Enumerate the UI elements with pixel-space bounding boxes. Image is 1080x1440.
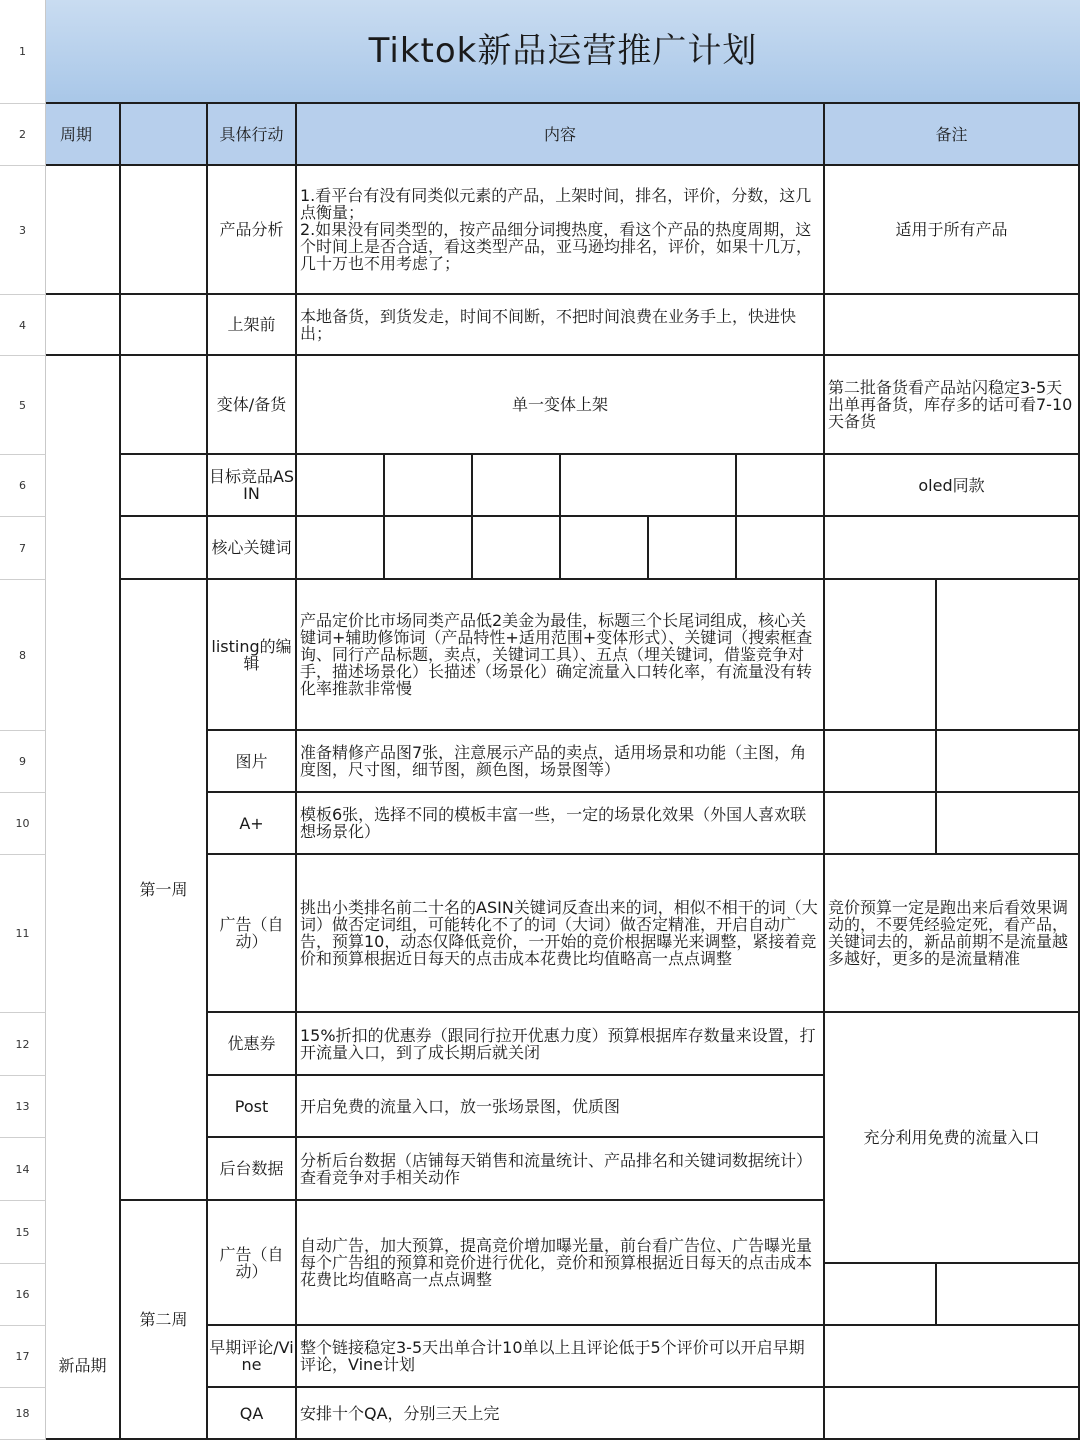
- row-number[interactable]: 4: [0, 295, 46, 356]
- period-week1[interactable]: 第一周: [121, 580, 208, 1201]
- content-early-review[interactable]: 整个链接稳定3-5天出单合计10单以上且评论低于5个评价可以开启早期评论，Vine计划: [297, 1326, 825, 1388]
- action-images[interactable]: 图片: [208, 731, 297, 793]
- period-week2[interactable]: 第二周: [121, 1201, 208, 1440]
- action-product-analysis[interactable]: 产品分析: [208, 166, 297, 295]
- week-cell[interactable]: [121, 166, 208, 295]
- row-number[interactable]: 5: [0, 356, 46, 455]
- note-free-traffic[interactable]: 充分利用免费的流量入口: [825, 1013, 1080, 1264]
- content-product-analysis[interactable]: [297, 166, 825, 295]
- row-number[interactable]: 2: [0, 104, 46, 166]
- action-early-review[interactable]: 早期评论/Vine: [208, 1326, 297, 1388]
- content-variant-stock[interactable]: 单一变体上架: [297, 356, 825, 455]
- header-period[interactable]: 周期: [46, 104, 121, 166]
- keyword-cell[interactable]: [297, 517, 385, 580]
- note-cell[interactable]: [825, 1326, 1080, 1388]
- action-post[interactable]: Post: [208, 1076, 297, 1138]
- content-product-analysis-text: 1.看平台有没有同类似元素的产品，上架时间，排名，评价，分数，这几点衡量； 2.如果没有同类型的，按产品细分词搜热度，看这个产品的热度周期，这个时间上是否合适，看这类型产品，亚马逊均排名，评价，如果十几万，几十万也不用考虑了；: [300, 186, 813, 273]
- note-target-asin[interactable]: oled同款: [825, 455, 1080, 517]
- note-core-keywords[interactable]: [825, 517, 1080, 580]
- row-number[interactable]: 8: [0, 580, 46, 731]
- note-cell[interactable]: [825, 580, 937, 731]
- note-cell[interactable]: [825, 1388, 1080, 1440]
- keyword-cell[interactable]: [385, 517, 473, 580]
- note-cell[interactable]: [937, 1264, 1080, 1326]
- row-number[interactable]: 13: [0, 1076, 46, 1138]
- note-cell[interactable]: [825, 1264, 937, 1326]
- row-number[interactable]: 7: [0, 517, 46, 580]
- week-cell[interactable]: [121, 517, 208, 580]
- asin-cell[interactable]: [737, 455, 825, 517]
- header-blank[interactable]: [121, 104, 208, 166]
- row-number[interactable]: 10: [0, 793, 46, 855]
- note-pre-listing[interactable]: [825, 295, 1080, 356]
- note-variant-stock[interactable]: 第二批备货看产品站闪稳定3-5天出单再备货，库存多的话可看7-10天备货: [825, 356, 1080, 455]
- week-cell[interactable]: [121, 455, 208, 517]
- content-ads-auto-week1[interactable]: 挑出小类排名前二十名的ASIN关键词反查出来的词，相似不相干的词（大词）做否定词组，可能转化不了的词（大词）做否定精准，开启自动广告，预算10，动态仅降低竞价，一开始的竞价根据曝光来调整，紧接着竞价和预算根据近日每天的点击成本花费比均值略高一点点调整: [297, 855, 825, 1013]
- period-new-product-label: 新品期: [58, 1356, 107, 1375]
- row-number[interactable]: 6: [0, 455, 46, 517]
- keyword-cell[interactable]: [561, 517, 649, 580]
- note-cell[interactable]: [825, 731, 937, 793]
- note-cell[interactable]: [825, 793, 937, 855]
- action-backend-data[interactable]: 后台数据: [208, 1138, 297, 1201]
- content-ads-auto-week2[interactable]: 自动广告，加大预算，提高竞价增加曝光量，前台看广告位、广告曝光量每个广告组的预算和竞价进行优化，竞价和预算根据近日每天的点击成本花费比均值略高一点点调整: [297, 1201, 825, 1326]
- note-ads-auto-week1[interactable]: 竞价预算一定是跑出来后看效果调动的，不要凭经验定死，看产品，关键词去的，新品前期不是流量越多越好，更多的是流量精准: [825, 855, 1080, 1013]
- content-pre-listing[interactable]: 本地备货，到货发走，时间不间断，不把时间浪费在业务手上，快进快出；: [297, 295, 825, 356]
- period-cell[interactable]: [46, 295, 121, 356]
- asin-cell[interactable]: [297, 455, 385, 517]
- action-listing-edit[interactable]: listing的编辑: [208, 580, 297, 731]
- row-number[interactable]: 1: [0, 0, 46, 104]
- row-number[interactable]: 3: [0, 166, 46, 295]
- row-number[interactable]: 11: [0, 855, 46, 1013]
- action-core-keywords[interactable]: 核心关键词: [208, 517, 297, 580]
- week-cell[interactable]: [121, 356, 208, 455]
- period-new-product[interactable]: [46, 356, 121, 1440]
- note-cell[interactable]: [937, 580, 1080, 731]
- row-number[interactable]: 18: [0, 1388, 46, 1440]
- header-content[interactable]: 内容: [297, 104, 825, 166]
- action-a-plus[interactable]: A+: [208, 793, 297, 855]
- row-number[interactable]: 16: [0, 1264, 46, 1326]
- keyword-cell[interactable]: [737, 517, 825, 580]
- keyword-cell[interactable]: [649, 517, 737, 580]
- keyword-cell[interactable]: [473, 517, 561, 580]
- asin-cell[interactable]: [385, 455, 473, 517]
- row-number[interactable]: 17: [0, 1326, 46, 1388]
- note-cell[interactable]: [937, 793, 1080, 855]
- content-listing-edit[interactable]: 产品定价比市场同类产品低2美金为最佳，标题三个长尾词组成，核心关键词+辅助修饰词（产品特性+适用范围+变体形式）、关键词（搜索框查询、同行产品标题，卖点，关键词工具）、五点（埋关键词，借鉴竞争对手，描述场景化）长描述（场景化）确定流量入口转化率，有流量没有转化率推款非常慢: [297, 580, 825, 731]
- action-pre-listing[interactable]: 上架前: [208, 295, 297, 356]
- action-ads-auto-week2[interactable]: 广告（自动）: [208, 1201, 297, 1326]
- note-cell[interactable]: [937, 731, 1080, 793]
- row-number[interactable]: 12: [0, 1013, 46, 1076]
- content-post[interactable]: 开启免费的流量入口，放一张场景图，优质图: [297, 1076, 825, 1138]
- row-number[interactable]: 9: [0, 731, 46, 793]
- row-number[interactable]: 14: [0, 1138, 46, 1201]
- content-qa[interactable]: 安排十个QA，分别三天上完: [297, 1388, 825, 1440]
- row-number[interactable]: 15: [0, 1201, 46, 1264]
- action-target-asin[interactable]: 目标竞品ASIN: [208, 455, 297, 517]
- header-notes[interactable]: 备注: [825, 104, 1080, 166]
- action-variant-stock[interactable]: 变体/备货: [208, 356, 297, 455]
- action-coupon[interactable]: 优惠券: [208, 1013, 297, 1076]
- content-a-plus[interactable]: 模板6张，选择不同的模板丰富一些，一定的场景化效果（外国人喜欢联想场景化）: [297, 793, 825, 855]
- content-images[interactable]: 准备精修产品图7张，注意展示产品的卖点，适用场景和功能（主图，角度图，尺寸图，细节图，颜色图，场景图等）: [297, 731, 825, 793]
- week-cell[interactable]: [121, 295, 208, 356]
- header-action[interactable]: 具体行动: [208, 104, 297, 166]
- action-qa[interactable]: QA: [208, 1388, 297, 1440]
- content-backend-data[interactable]: 分析后台数据（店铺每天销售和流量统计、产品排名和关键词数据统计）查看竞争对手相关动作: [297, 1138, 825, 1201]
- asin-cell[interactable]: [561, 455, 737, 517]
- sheet-title[interactable]: Tiktok新品运营推广计划: [46, 0, 1080, 104]
- content-coupon[interactable]: 15%折扣的优惠券（跟同行拉开优惠力度）预算根据库存数量来设置，打开流量入口，到了成长期后就关闭: [297, 1013, 825, 1076]
- asin-cell[interactable]: [473, 455, 561, 517]
- action-ads-auto-week1[interactable]: 广告（自动）: [208, 855, 297, 1013]
- period-cell[interactable]: [46, 166, 121, 295]
- note-product-analysis[interactable]: 适用于所有产品: [825, 166, 1080, 295]
